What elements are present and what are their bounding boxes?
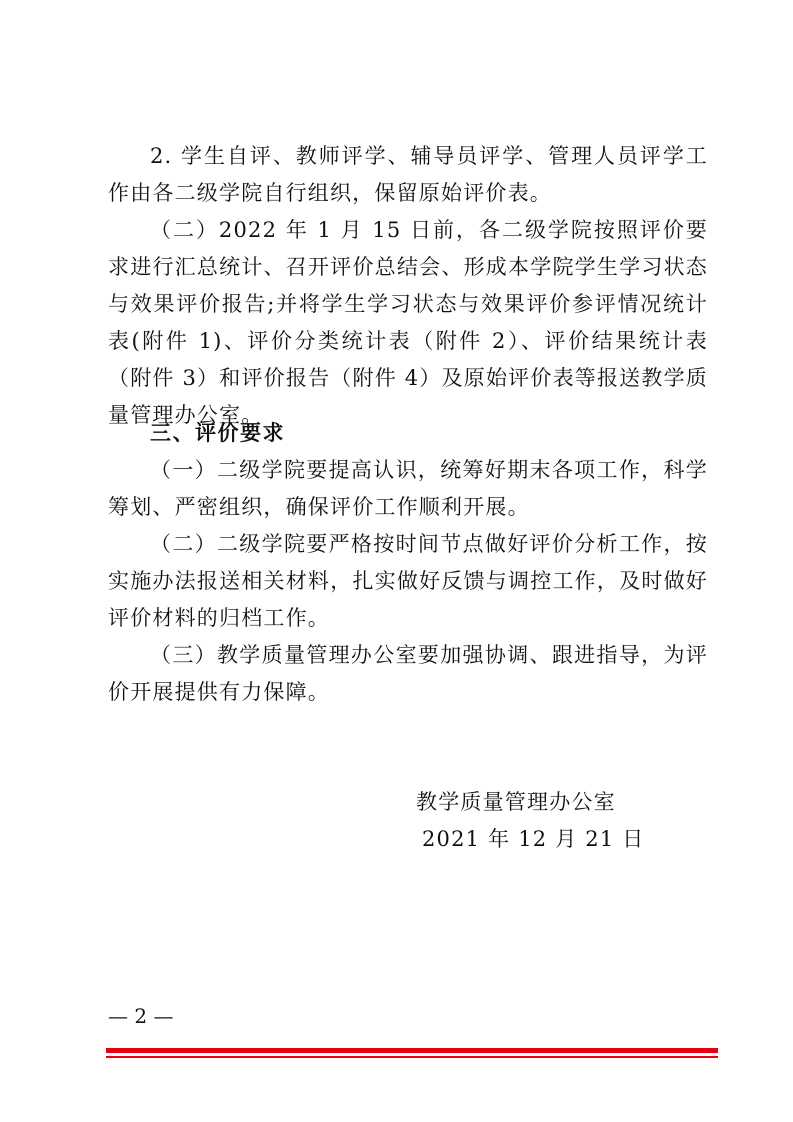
signature-office: 教学质量管理办公室 — [416, 790, 616, 814]
requirement-item-1: （一）二级学院要提高认识，统筹好期末各项工作，科学筹划、严密组织，确保评价工作顺利开展。 — [108, 458, 708, 519]
paragraph-summary-deadline: （二）2022 年 1 月 15 日前，各二级学院按照评价要求进行汇总统计、召开评价总结会、形成本学院学生学习状态与效果评价报告;并将学生学习状态与效果评价参评情况统计表(附件 1)、评价分类统计表（附件 2）、评价结果统计表（附件 3）和评价报告（附件 4）及原始评价表等报送教学质量管理办公室。 — [108, 218, 708, 427]
footer-red-rule-thick — [106, 1048, 718, 1053]
section-heading-requirements: 三、评价要求 — [150, 421, 285, 445]
signature-date: 2021 年 12 月 21 日 — [422, 827, 645, 851]
requirement-item-3: （三）教学质量管理办公室要加强协调、跟进指导，为评价开展提供有力保障。 — [108, 643, 708, 704]
footer-red-rule-thin — [106, 1056, 718, 1058]
paragraph-student-evaluation: 2. 学生自评、教师评学、辅导员评学、管理人员评学工作由各二级学院自行组织，保留原始评价表。 — [108, 144, 708, 205]
page-number: — 2 — — [108, 1004, 174, 1028]
requirement-item-2: （二）二级学院要严格按时间节点做好评价分析工作，按实施办法报送相关材料，扎实做好反馈与调控工作，及时做好评价材料的归档工作。 — [108, 532, 708, 630]
